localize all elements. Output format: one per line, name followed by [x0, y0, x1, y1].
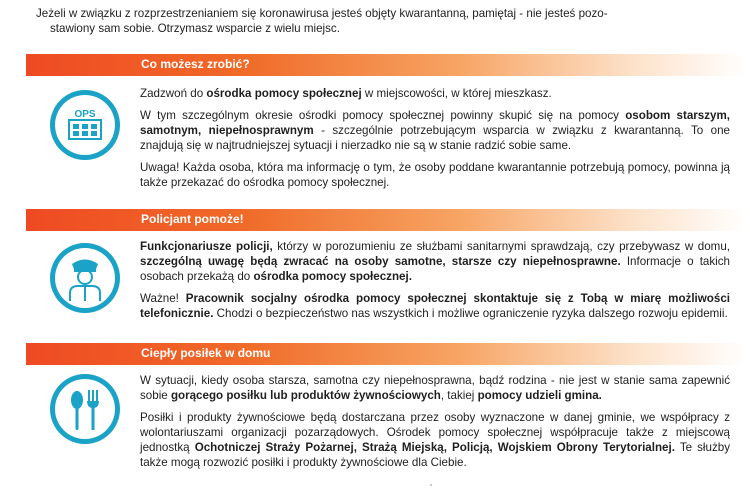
section-2-body: [140, 239, 730, 328]
section-heading: Policjant pomoże!: [141, 212, 244, 226]
section-1-paragraph-2: W tym szczególnym okresie ośrodki pomocy społecznej powinny skupić się na pomocy osobom starszym, samotnym, niepełnosprawnym - szczególnie potrzebującym wsparcia w związku z kwarantanną. To one znajdują się w najtrudniejszej sytuacji i nierzadko nie są w stanie radzić sobie same.: [140, 109, 731, 152]
section-2-paragraph-1: Funkcjonariusze policji, którzy w porozumieniu ze służbami sanitarnymi sprawdzają, czy przebywasz w domu, szczególną uwagę będą zwracać na osoby samotne, starsze czy niepełnosprawne. Informacje o takich osobach przekażą do ośrodka pomocy społecznej.: [140, 240, 730, 283]
section-3-paragraph-1: W sytuacji, kiedy osoba starsza, samotna czy niepełnosprawna, bądź rodzina - nie jest w stanie sama zapewnić sobie gorącego posiłku lub produktów żywnościowych, takiej pomocy udzieli gmina.: [140, 374, 730, 402]
section-header-cieply-posilek: [26, 343, 746, 365]
intro-line-2: stawiony sam sobie. Otrzymasz wsparcie z wielu miejsc.: [50, 22, 340, 35]
scan-speck: [430, 484, 432, 486]
ops-building-icon: [50, 90, 120, 160]
section-3-body: [140, 373, 730, 477]
spoon-fork-icon: [50, 374, 120, 444]
section-heading: Ciepły posiłek w domu: [141, 346, 271, 360]
police-officer-icon: [50, 243, 120, 313]
section-2-paragraph-2: Ważne! Pracownik socjalny ośrodka pomocy społecznej skontaktuje się z Tobą w miarę możliwości telefonicznie. Chodzi o bezpieczeństwo nas wszystkich i możliwe ograniczenie ryzyka dalszego rozwoju epidemii.: [140, 292, 730, 320]
section-1-paragraph-1: Zadzwoń do ośrodka pomocy społecznej w miejscowości, w której mieszkasz.: [140, 87, 552, 100]
ops-label: OPS: [74, 109, 96, 120]
section-1-paragraph-3: Uwaga! Każda osoba, która ma informację o tym, że osoby poddane kwarantannie potrzebują pomocy, powinna ją także przekazać do ośrodka pomocy społecznej.: [140, 161, 730, 189]
section-1-body: [140, 86, 730, 197]
section-header-co-mozesz-zrobic: [26, 54, 746, 76]
intro-paragraph: [36, 6, 716, 36]
intro-line-1: Jeżeli w związku z rozprzestrzenianiem się koronawirusa jesteś objęty kwarantanną, pamiętaj - nie jesteś pozo-: [36, 7, 608, 20]
section-heading: Co możesz zrobić?: [141, 57, 250, 71]
section-header-policjant-pomoze: [26, 209, 746, 231]
section-3-paragraph-2: Posiłki i produkty żywnościowe będą dostarczana przez osoby wyznaczone w danej gminie, we współpracy z wolontariuszami organizacji pozarządowych. Ośrodek pomocy społecznej współpracuje także z miejscową jednostką Ochotniczej Straży Pożarnej, Strażą Miejską, Policją, Wojskiem Obrony Terytorialnej. Te służby także mogą rozwozić posiłki i produkty żywnościowe dla Ciebie.: [140, 411, 730, 469]
